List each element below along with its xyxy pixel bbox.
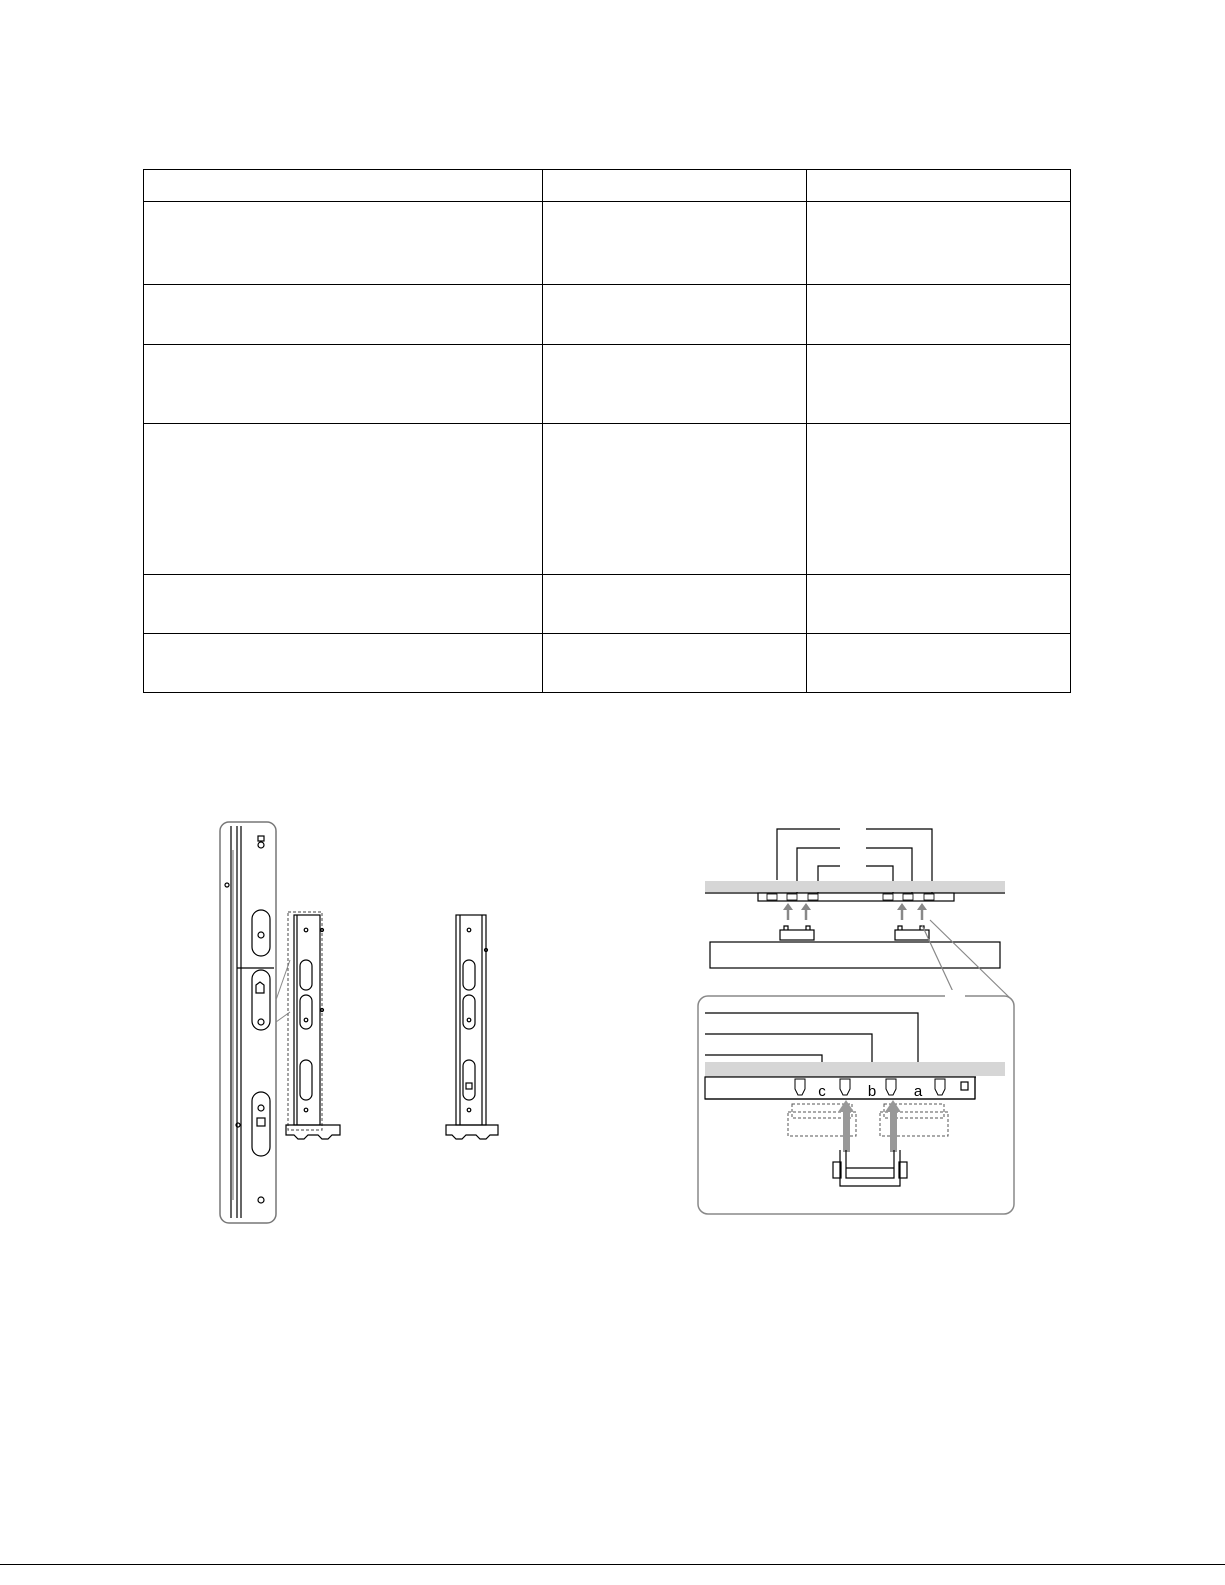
- table-cell: [144, 345, 543, 424]
- slot-label-c: c: [818, 1083, 826, 1100]
- slot-label-a: a: [913, 1083, 923, 1100]
- table-cell: [807, 285, 1071, 345]
- slot-label-b: b: [867, 1083, 877, 1100]
- table-row: [144, 634, 1071, 693]
- table-cell: [807, 345, 1071, 424]
- rail-side-view-figure: [200, 815, 530, 1230]
- table-cell: [144, 634, 543, 693]
- table-cell: [144, 575, 543, 634]
- zoom-detail-frame: [698, 996, 1014, 1214]
- table-cell: [807, 575, 1071, 634]
- table-cell: [543, 285, 807, 345]
- table-cell: [807, 424, 1071, 575]
- table-cell: [807, 202, 1071, 285]
- header-cell: [543, 170, 807, 202]
- table-row: [144, 575, 1071, 634]
- table-cell: [543, 575, 807, 634]
- table-row: [144, 285, 1071, 345]
- spec-table: [143, 169, 1071, 693]
- table-cell: [144, 424, 543, 575]
- table-row: [144, 202, 1071, 285]
- slot-oval: [252, 910, 270, 956]
- table-row: [144, 424, 1071, 575]
- table-cell: [543, 202, 807, 285]
- table-header-row: [144, 170, 1071, 202]
- table-row: [144, 345, 1071, 424]
- gray-band: [705, 881, 1005, 892]
- zoom-callout-frame: [220, 822, 276, 1223]
- rail-foot: [286, 1125, 340, 1139]
- page-bottom-rule: [0, 1564, 1225, 1565]
- header-cell: [807, 170, 1071, 202]
- table-cell: [543, 345, 807, 424]
- table-cell: [807, 634, 1071, 693]
- bracket-hook-figure: [690, 820, 1020, 1220]
- table-cell: [144, 285, 543, 345]
- slot-oval: [252, 970, 270, 1030]
- table-cell: [543, 634, 807, 693]
- header-cell: [144, 170, 543, 202]
- rail-foot: [446, 1125, 498, 1139]
- table-cell: [543, 424, 807, 575]
- slot-oval: [252, 1092, 270, 1156]
- table-cell: [144, 202, 543, 285]
